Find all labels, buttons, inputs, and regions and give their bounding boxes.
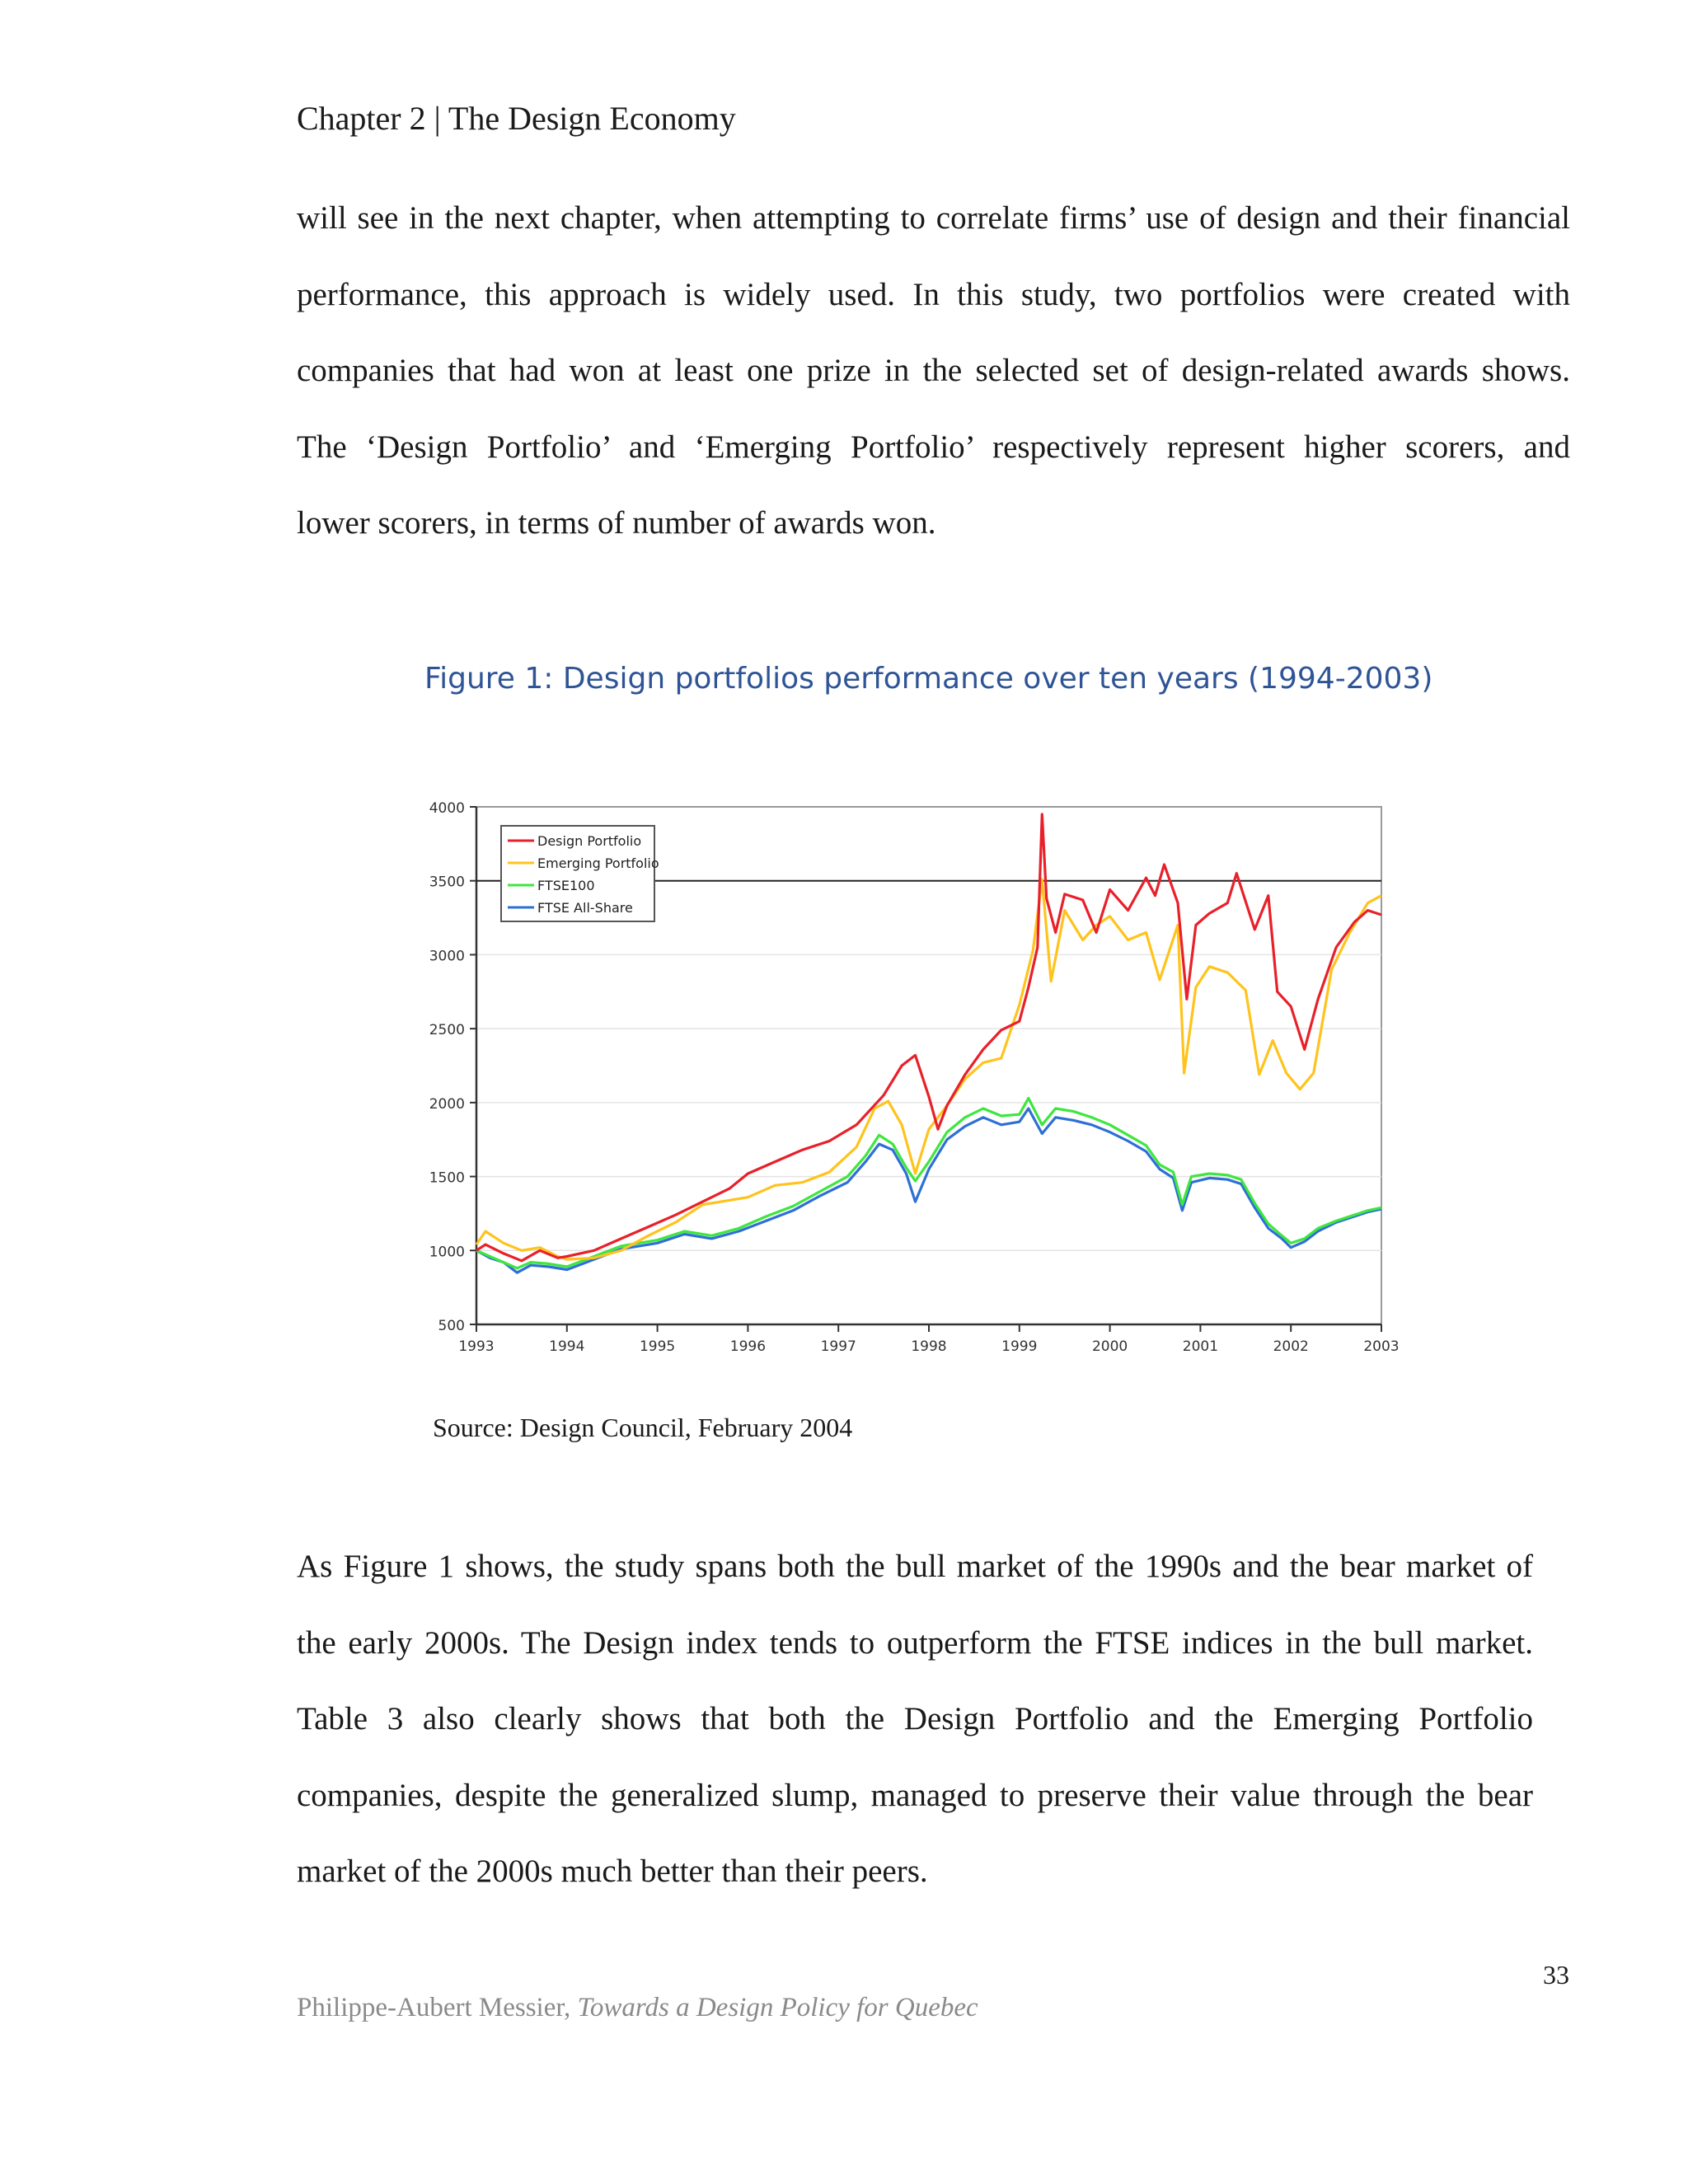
legend-label: Emerging Portfolio (537, 855, 659, 871)
y-tick-label: 3000 (429, 948, 465, 965)
figure-chart (404, 787, 1409, 1364)
x-tick-label: 1996 (729, 1338, 767, 1355)
legend-label: Design Portfolio (537, 833, 642, 849)
discussion-line: companies, despite the generalized slump, managed to preserve their value through the bear (297, 1777, 1533, 1813)
running-header: Chapter 2 | The Design Economy (297, 100, 736, 137)
y-tick-label: 500 (438, 1318, 465, 1334)
y-tick-label: 1000 (429, 1244, 465, 1261)
x-tick-label: 1997 (820, 1338, 856, 1355)
x-tick-label: 1998 (911, 1338, 947, 1355)
x-tick-label: 1999 (1001, 1338, 1038, 1355)
discussion-line: the early 2000s. The Design index tends to outperform the FTSE indices in the bull market. (297, 1624, 1533, 1661)
discussion-line: market of the 2000s much better than their peers. (297, 1854, 928, 1889)
x-tick-label: 1993 (458, 1338, 495, 1355)
intro-line: The ‘Design Portfolio’ and ‘Emerging Portfolio’ respectively represent higher scorers, and (297, 429, 1570, 465)
footer-book-title: Towards a Design Policy for Quebec (577, 1993, 978, 2022)
intro-line: lower scorers, in terms of number of awards won. (297, 505, 936, 541)
x-tick-label: 1994 (549, 1338, 585, 1355)
y-tick-label: 4000 (429, 800, 465, 817)
x-tick-label: 1995 (639, 1338, 676, 1355)
discussion-paragraph (297, 1529, 1533, 1910)
discussion-line: As Figure 1 shows, the study spans both the bull market of the 1990s and the bear market of (297, 1549, 1533, 1584)
y-tick-label: 1500 (429, 1169, 465, 1187)
footer-author: Philippe-Aubert Messier, (297, 1993, 578, 2022)
legend-label: FTSE All-Share (537, 900, 633, 916)
x-tick-label: 2000 (1091, 1338, 1128, 1355)
intro-paragraph (297, 180, 1570, 562)
page-number: 33 (1543, 1960, 1569, 1990)
x-tick-label: 2003 (1363, 1338, 1400, 1355)
y-tick-label: 3500 (429, 874, 465, 891)
figure-caption: Figure 1: Design portfolios performance over ten years (1994-2003) (424, 662, 1433, 696)
x-tick-label: 2002 (1273, 1338, 1309, 1355)
y-tick-label: 2500 (429, 1022, 465, 1039)
legend-label: FTSE100 (537, 878, 595, 893)
page-footer (297, 1989, 978, 2027)
intro-line: performance, this approach is widely used. In this study, two portfolios were created with (297, 276, 1570, 312)
y-tick-label: 2000 (429, 1095, 465, 1113)
figure-source: Source: Design Council, February 2004 (433, 1413, 853, 1442)
x-tick-label: 2001 (1182, 1338, 1219, 1355)
discussion-line: Table 3 also clearly shows that both the Design Portfolio and the Emerging Portfolio (297, 1701, 1533, 1736)
intro-line: companies that had won at least one prize in the selected set of design-related awards shows. (297, 353, 1570, 388)
intro-line: will see in the next chapter, when attempting to correlate firms’ use of design and their financial (297, 200, 1570, 236)
line-chart (404, 787, 1409, 1364)
